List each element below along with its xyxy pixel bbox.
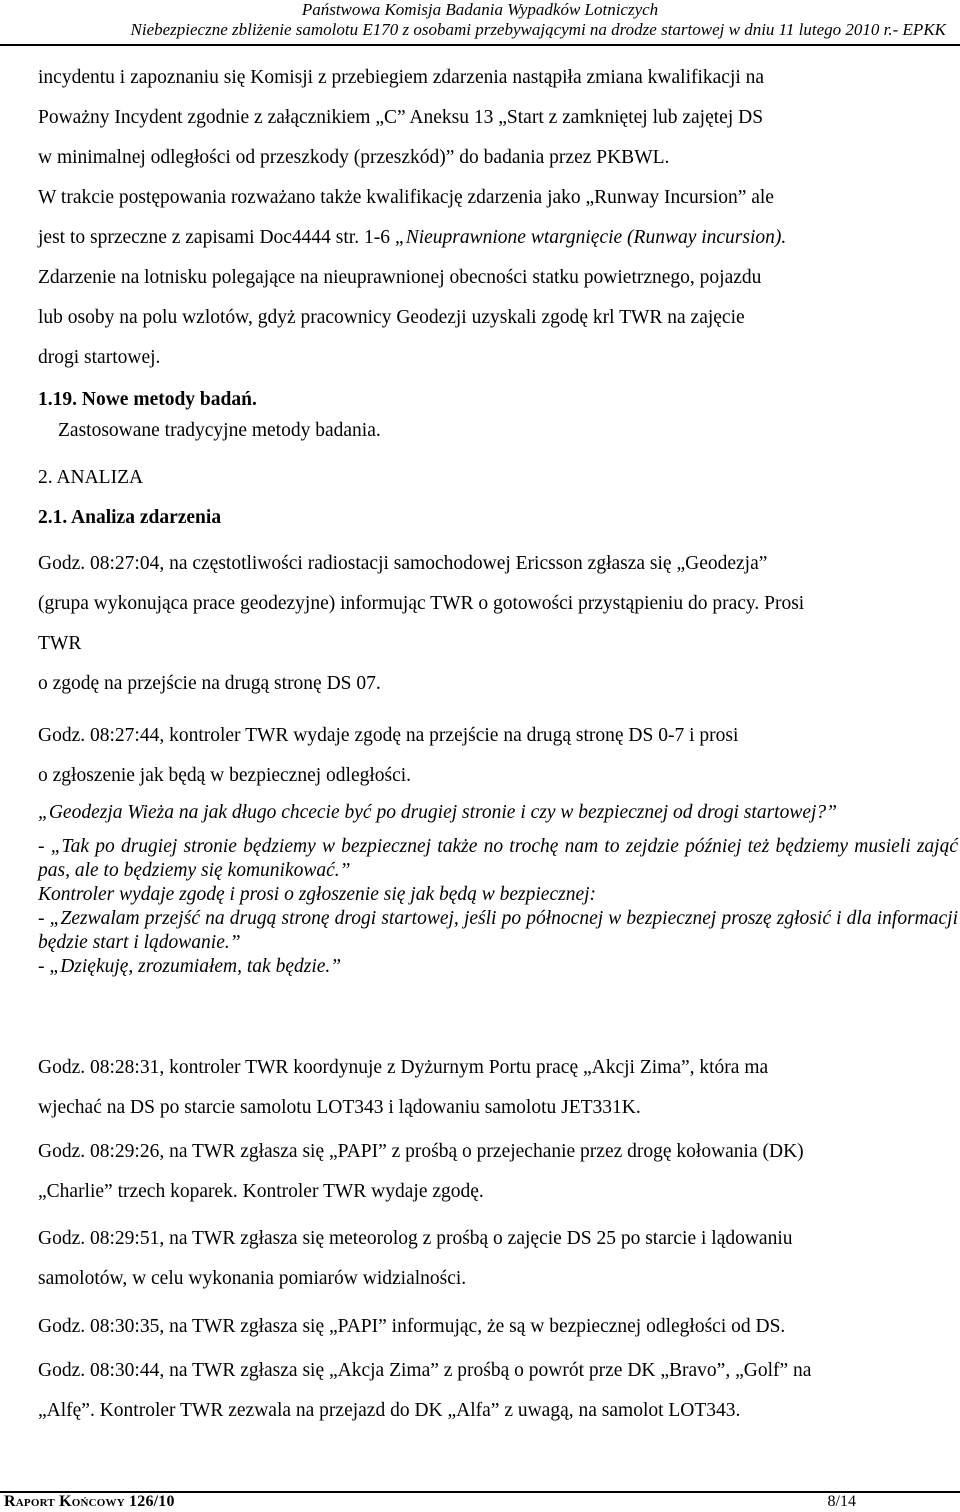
section-2-1 [38, 504, 960, 532]
event-08-29-51 [38, 1219, 960, 1299]
italic-term: „Nieuprawnione wtargnięcie (Runway incursion). [394, 227, 787, 248]
text-line: „Charlie” trzech koparek. Kontroler TWR wydaje zgodę. [38, 1181, 484, 1202]
header-report-title: Niebezpieczne zbliżenie samolotu E170 z osobami przebywającymi na drodze startowej w dniu 11 lutego 2010 r.- EPKK [130, 20, 946, 39]
text-line: o zgodę na przejście na drugą stronę DS 07. [38, 673, 381, 694]
text-line: TWR [38, 633, 82, 654]
section-1-19 [38, 386, 960, 448]
text-line: lub osoby na polu wzlotów, gdyż pracownicy Geodezji uzyskali zgodę krl TWR na zajęcie [38, 307, 745, 328]
text-line: W trakcie postępowania rozważano także kwalifikację zdarzenia jako „Runway Incursion” ale [38, 187, 774, 208]
header-rule [0, 44, 960, 46]
dialog-line: - „Dziękuję, zrozumiałem, tak będzie.” [38, 956, 342, 977]
dialog-line: - „Zezwalam przejść na drugą stronę drogi startowej, jeśli po północnej w bezpiecznej proszę zgłosić i dla informacji będzie start i lądowanie.” [38, 908, 958, 953]
section-heading: 2. ANALIZA [38, 467, 144, 488]
text-line: „Alfę”. Kontroler TWR zezwala na przejazd do DK „Alfa” z uwagą, na samolot LOT343. [38, 1400, 741, 1421]
text-line: Godz. 08:29:26, na TWR zgłasza się „PAPI” z prośbą o przejechanie przez drogę kołowania (DK) [38, 1141, 804, 1162]
text-line: Godz. 08:30:44, na TWR zgłasza się „Akcja Zima” z prośbą o powrót prze DK „Bravo”, „Golf” na [38, 1360, 812, 1381]
event-08-30-35 [38, 1307, 960, 1347]
text-line: w minimalnej odległości od przeszkody (przeszkód)” do badania przez PKBWL. [38, 147, 670, 168]
radio-dialog [38, 801, 958, 979]
text-line [38, 218, 960, 258]
text-line: Godz. 08:30:35, na TWR zgłasza się „PAPI” informując, że są w bezpiecznej odległości od DS. [38, 1316, 786, 1337]
event-08-30-44 [38, 1351, 960, 1431]
section-heading: 1.19. Nowe metody badań. [38, 389, 257, 410]
section-heading: 2.1. Analiza zdarzenia [38, 507, 222, 528]
event-08-27-04 [38, 544, 960, 704]
text-line: o zgłoszenie jak będą w bezpiecznej odległości. [38, 765, 412, 786]
dialog-line: „Geodezja Wieża na jak długo chcecie być po drugiej stronie i czy w bezpiecznej od drogi startowej?” [38, 802, 838, 823]
text-line: Godz. 08:27:04, na częstotliwości radiostacji samochodowej Ericsson zgłasza się „Geodezja” [38, 553, 768, 574]
text-line: Poważny Incydent zgodnie z załącznikiem „C” Aneksu 13 „Start z zamkniętej lub zajętej DS [38, 107, 764, 128]
text-line: Zdarzenie na lotnisku polegające na nieuprawnionej obecności statku powietrznego, pojazdu [38, 267, 762, 288]
text-line: Godz. 08:29:51, na TWR zgłasza się meteorolog z prośbą o zajęcie DS 25 po starcie i lądowaniu [38, 1228, 793, 1249]
text-line: wjechać na DS po starcie samolotu LOT343 i lądowaniu samolotu JET331K. [38, 1097, 641, 1118]
event-08-29-26 [38, 1132, 960, 1212]
footer-page-number: 8/14 [827, 1493, 856, 1510]
event-08-28-31 [38, 1048, 960, 1128]
header-org-name: Państwowa Komisja Badania Wypadków Lotniczych [301, 0, 659, 19]
text-line: Godz. 08:28:31, kontroler TWR koordynuje z Dyżurnym Portu pracę „Akcji Zima”, która ma [38, 1057, 769, 1078]
text-line: incydentu i zapoznaniu się Komisji z przebiegiem zdarzenia nastąpiła zmiana kwalifikacji na [38, 67, 765, 88]
event-08-27-44 [38, 716, 960, 796]
intro-paragraph [38, 58, 960, 378]
text-line: (grupa wykonująca prace geodezyjne) informując TWR o gotowości przystąpieniu do pracy. Prosi [38, 593, 805, 614]
text-line: drogi startowej. [38, 347, 161, 368]
footer-report-id: Raport Końcowy 126/10 [4, 1493, 175, 1510]
text-line: Godz. 08:27:44, kontroler TWR wydaje zgodę na przejście na drugą stronę DS 0-7 i prosi [38, 725, 739, 746]
section-2 [38, 464, 960, 492]
text-line: samolotów, w celu wykonania pomiarów widzialności. [38, 1268, 467, 1289]
section-text: Zastosowane tradycyjne metody badania. [58, 420, 381, 441]
dialog-line: Kontroler wydaje zgodę i prosi o zgłoszenie się jak będą w bezpiecznej: [38, 884, 597, 905]
text-segment: jest to sprzeczne z zapisami Doc4444 str. 1-6 [38, 227, 395, 248]
dialog-line: - „Tak po drugiej stronie będziemy w bezpiecznej także no trochę nam to zejdzie później też będziemy musieli zająć pas, ale to będziemy się komunikować.” [38, 836, 958, 881]
